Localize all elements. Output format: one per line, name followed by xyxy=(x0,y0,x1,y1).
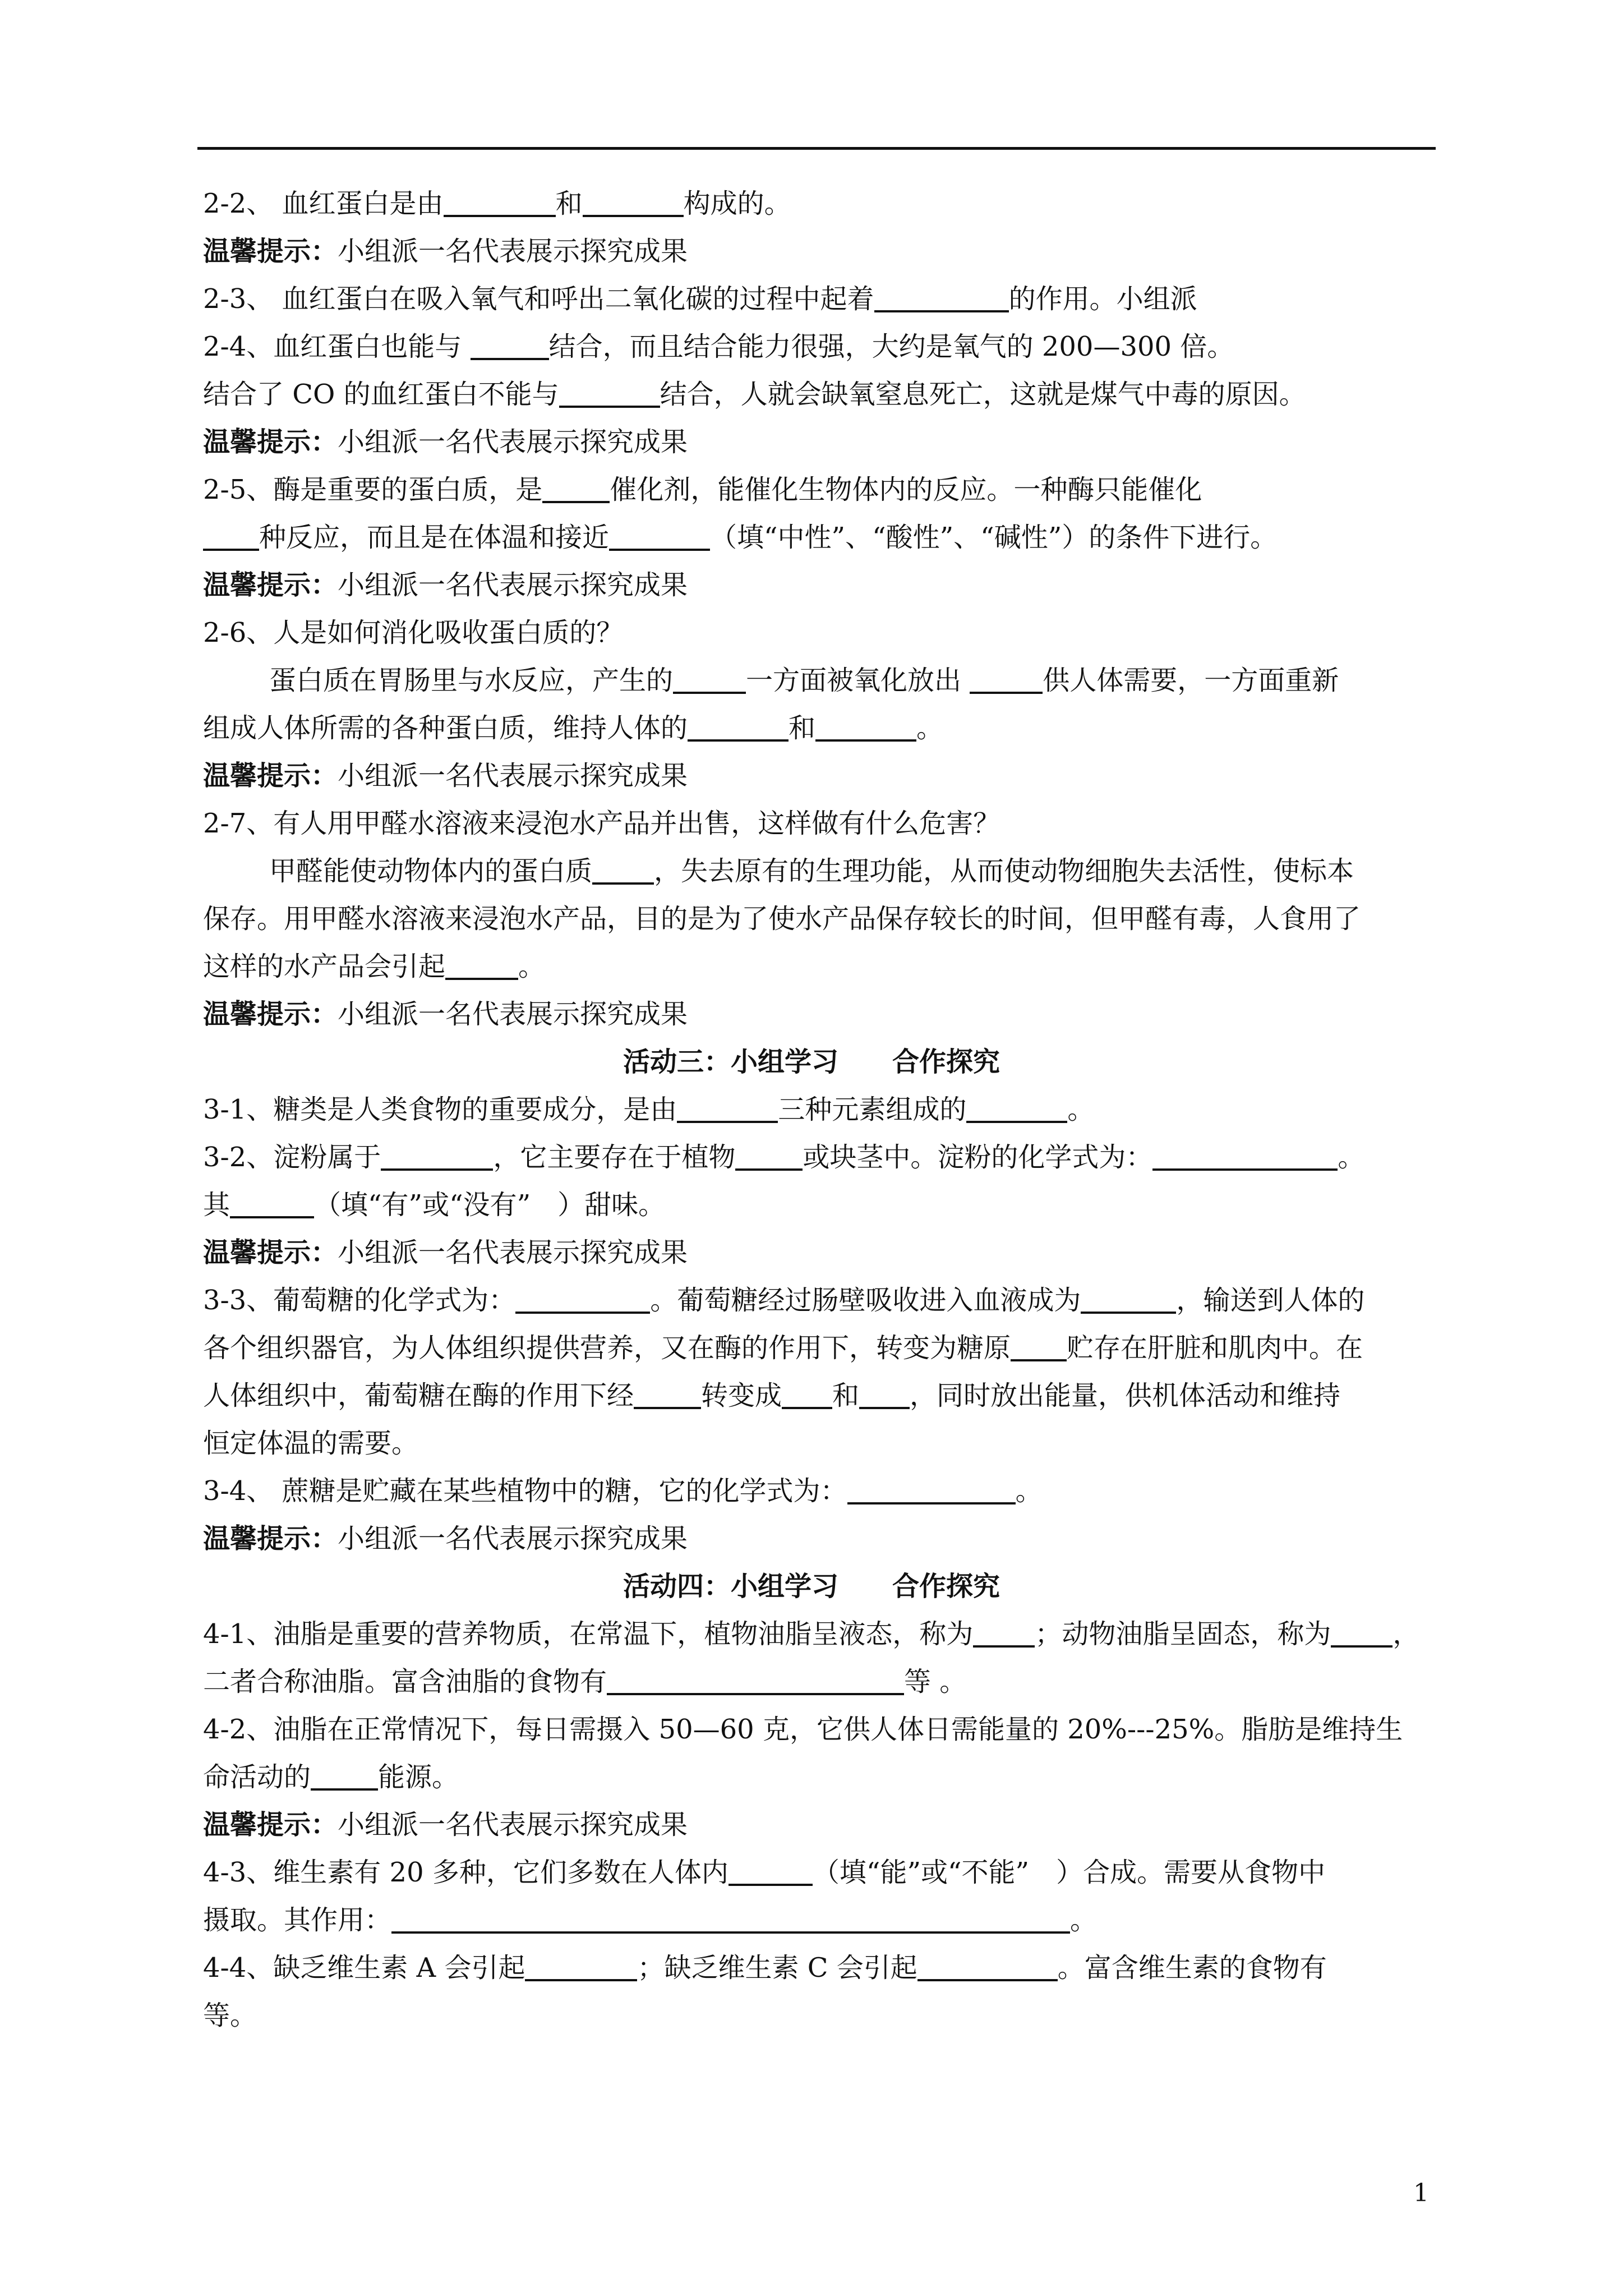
question-4-2-line1: 4-2、油脂在正常情况下，每日需摄入 50—60 克，它供人体日需能量的 20%---25%。脂肪是维持生 xyxy=(203,1714,1403,1745)
question-3-3-line2: 各个组织器官，为人体组织提供营养，又在酶的作用下，转变为糖原 贮存在肝脏和肌肉中。在 xyxy=(203,1332,1363,1364)
question-2-5-line2: 种反应，而且是在体温和接近 （填“中性”、“酸性”、“碱性”）的条件下进行。 xyxy=(203,521,1449,558)
blank[interactable] xyxy=(471,330,549,360)
question-2-7-line3: 这样的水产品会引起 。 xyxy=(203,951,546,982)
question-3-4: 3-4、 蔗糖是贮藏在某些植物中的糖，它的化学式为： 。 xyxy=(203,1475,1043,1507)
tip-line: 温馨提示：小组派一名代表展示探究成果 xyxy=(203,760,688,792)
blank[interactable] xyxy=(592,854,654,885)
blank[interactable] xyxy=(542,473,610,503)
question-2-4-line1: 2-4、血红蛋白也能与 结合，而且结合能力很强，大约是氧气的 200—300 倍。 xyxy=(203,331,1234,362)
question-4-3-line2: 摄取。其作用： 。 xyxy=(203,1904,1098,1936)
blank[interactable] xyxy=(525,1951,637,1981)
blank[interactable] xyxy=(203,521,259,551)
question-2-7-line2: 保存。用甲醛水溶液来浸泡水产品，目的是为了使水产品保存较长的时间，但甲醛有毒，人食用了 xyxy=(203,903,1361,935)
header-rule xyxy=(197,147,1436,150)
blank[interactable] xyxy=(917,1951,1058,1981)
blank[interactable] xyxy=(1081,1283,1176,1314)
question-3-3-line4: 恒定体温的需要。 xyxy=(203,1428,419,1459)
blank[interactable] xyxy=(859,1379,910,1409)
question-3-1: 3-1、糖类是人类食物的重要成分，是由 三种元素组成的 。 xyxy=(203,1094,1095,1125)
question-4-4-line1: 4-4、缺乏维生素 A 会引起 ；缺乏维生素 C 会引起 。富含维生素的食物有 xyxy=(203,1952,1327,1984)
blank[interactable] xyxy=(735,1140,803,1171)
blank[interactable] xyxy=(677,1093,778,1123)
question-2-3: 2-3、 血红蛋白在吸入氧气和呼出二氧化碳的过程中起着 的作用。小组派 xyxy=(203,283,1197,315)
question-3-2-line2: 其 （填“有”或“没有” ）甜味。 xyxy=(203,1189,666,1221)
blank[interactable] xyxy=(445,950,518,980)
blank[interactable] xyxy=(688,711,789,742)
blank[interactable] xyxy=(782,1379,832,1409)
blank[interactable] xyxy=(728,1856,813,1886)
page-number: 1 xyxy=(1413,2179,1429,2207)
tip-line: 温馨提示：小组派一名代表展示探究成果 xyxy=(203,1523,688,1554)
blank[interactable] xyxy=(1011,1331,1067,1361)
blank[interactable] xyxy=(609,521,710,551)
blank[interactable] xyxy=(815,711,916,742)
blank[interactable] xyxy=(1152,1140,1338,1171)
tip-line: 温馨提示：小组派一名代表展示探究成果 xyxy=(203,1237,688,1268)
blank[interactable] xyxy=(1331,1617,1393,1648)
question-2-6-line2: 组成人体所需的各种蛋白质，维持人体的 和 。 xyxy=(203,712,944,744)
blank[interactable] xyxy=(583,187,684,217)
question-4-1-line2: 二者合称油脂。富含油脂的食物有 等 。 xyxy=(203,1666,967,1697)
blank[interactable] xyxy=(391,1903,1070,1934)
question-2-6-line1: 蛋白质在胃肠里与水反应，产生的 一方面被氧化放出 供人体需要，一方面重新 xyxy=(269,665,1339,696)
question-2-6-title: 2-6、人是如何消化吸收蛋白质的？ xyxy=(203,617,624,648)
tip-line: 温馨提示：小组派一名代表展示探究成果 xyxy=(203,426,688,458)
question-4-4-line2: 等。 xyxy=(203,2000,257,2031)
blank[interactable] xyxy=(847,1474,1016,1504)
tip-line: 温馨提示：小组派一名代表展示探究成果 xyxy=(203,569,688,601)
question-3-3-line3: 人体组织中，葡萄糖在酶的作用下经 转变成 和 ，同时放出能量，供机体活动和维持 xyxy=(203,1380,1341,1411)
blank[interactable] xyxy=(311,1760,378,1791)
blank[interactable] xyxy=(966,1093,1067,1123)
question-3-2-line1: 3-2、淀粉属于 ，它主要存在于植物 或块茎中。淀粉的化学式为： 。 xyxy=(203,1142,1365,1173)
question-2-7-title: 2-7、有人用甲醛水溶液来浸泡水产品并出售，这样做有什么危害？ xyxy=(203,808,1000,839)
tip-line: 温馨提示：小组派一名代表展示探究成果 xyxy=(203,1809,688,1841)
question-3-3-line1: 3-3、葡萄糖的化学式为： 。葡萄糖经过肠壁吸收进入血液成为 ，输送到人体的 xyxy=(203,1285,1365,1316)
blank[interactable] xyxy=(515,1283,650,1314)
blank[interactable] xyxy=(230,1188,314,1218)
activity-3-heading: 活动三：小组学习 合作探究 xyxy=(623,1046,1000,1078)
question-4-3-line1: 4-3、维生素有 20 多种，它们多数在人体内 （填“能”或“不能” ）合成。需要从食物中 xyxy=(203,1857,1326,1888)
blank[interactable] xyxy=(673,664,746,694)
tip-line: 温馨提示：小组派一名代表展示探究成果 xyxy=(203,236,688,267)
blank[interactable] xyxy=(381,1140,493,1171)
blank[interactable] xyxy=(444,187,556,217)
question-2-7-line1: 甲醛能使动物体内的蛋白质 ，失去原有的生理功能，从而使动物细胞失去活性，使标本 xyxy=(269,855,1354,887)
tip-line: 温馨提示：小组派一名代表展示探究成果 xyxy=(203,999,688,1030)
question-2-5-line1: 2-5、酶是重要的蛋白质，是 催化剂，能催化生物体内的反应。一种酶只能催化 xyxy=(203,474,1202,505)
question-4-1-line1: 4-1、油脂是重要的营养物质，在常温下，植物油脂呈液态，称为 ；动物油脂呈固态，称为 ， xyxy=(203,1618,1420,1650)
blank[interactable] xyxy=(874,282,1009,312)
question-2-2: 2-2、 血红蛋白是由 和 构成的。 xyxy=(203,188,791,219)
question-4-2-line2: 命活动的 能源。 xyxy=(203,1761,459,1793)
blank[interactable] xyxy=(973,1617,1035,1648)
activity-4-heading: 活动四：小组学习 合作探究 xyxy=(623,1571,1000,1602)
blank[interactable] xyxy=(970,664,1043,694)
blank[interactable] xyxy=(559,378,660,408)
question-2-4-line2: 结合了 CO 的血红蛋白不能与 结合，人就会缺氧窒息死亡，这就是煤气中毒的原因。 xyxy=(203,379,1306,410)
blank[interactable] xyxy=(634,1379,701,1409)
blank[interactable] xyxy=(607,1665,904,1695)
